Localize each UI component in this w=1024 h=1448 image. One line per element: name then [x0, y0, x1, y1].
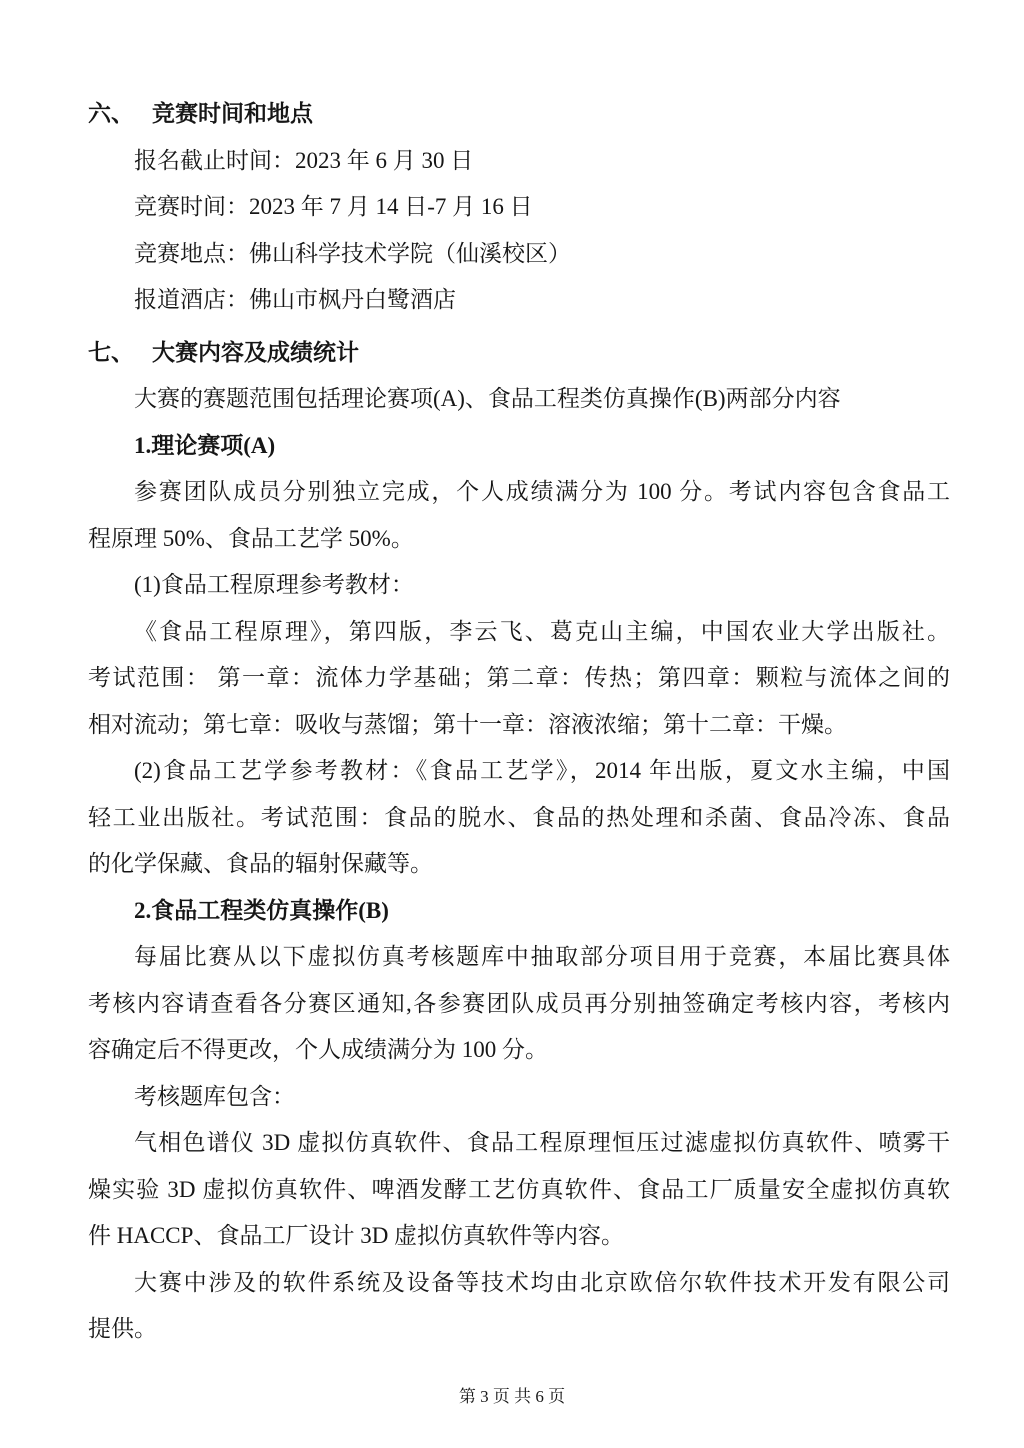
- section-7-number: 七、: [88, 339, 134, 365]
- para-provider-line-1: 大赛中涉及的软件系统及设备等技术均由北京欧倍尔软件技术开发有限公司: [134, 1269, 950, 1295]
- para-ref2-line-3: 的化学保藏、食品的辐射保藏等。: [88, 851, 433, 876]
- para-scope: 大赛的赛题范围包括理论赛项(A)、食品工程类仿真操作(B)两部分内容: [134, 386, 841, 411]
- para-ref2-line-2: 轻工业出版社。考试范围：食品的脱水、食品的热处理和杀菌、食品冷冻、食品: [88, 804, 950, 830]
- section-7-heading: [88, 330, 950, 377]
- line-registration-deadline: 报名截止时间：2023 年 6 月 30 日: [134, 147, 474, 173]
- para-theory-line-1: 参赛团队成员分别独立完成，个人成绩满分为 100 分。考试内容包含食品工: [134, 479, 950, 504]
- para-bank-line-2: 燥实验 3D 虚拟仿真软件、啤酒发酵工艺仿真软件、食品工厂质量安全虚拟仿真软: [88, 1176, 950, 1202]
- subheading-simulation: 2.食品工程类仿真操作(B): [134, 897, 389, 923]
- para-ref1-line-3: 相对流动；第七章：吸收与蒸馏；第十一章：溶液浓缩；第十二章：干燥。: [88, 711, 847, 737]
- para-ref1-line-1: 《食品工程原理》，第四版，李云飞、葛克山主编，中国农业大学出版社。: [134, 618, 950, 644]
- para-ref2-line-1: (2)食品工艺学参考教材：《食品工艺学》，2014 年出版，夏文水主编，中国: [134, 758, 950, 783]
- para-sim-line-2: 考核内容请查看各分赛区通知,各参赛团队成员再分别抽签确定考核内容，考核内: [88, 990, 950, 1016]
- page-number: 第 3 页 共 6 页: [458, 1387, 566, 1406]
- subheading-theory: 1.理论赛项(A): [134, 432, 276, 458]
- para-bank-line-1: 气相色谱仪 3D 虚拟仿真软件、食品工程原理恒压过滤虚拟仿真软件、喷雾干: [134, 1130, 950, 1155]
- para-ref1-line-2: 考试范围： 第一章：流体力学基础；第二章：传热；第四章：颗粒与流体之间的: [88, 665, 950, 690]
- section-7-title: 大赛内容及成绩统计: [152, 339, 359, 365]
- line-competition-venue: 竞赛地点：佛山科学技术学院（仙溪校区）: [134, 240, 571, 266]
- para-bank-line-3: 件 HACCP、食品工厂设计 3D 虚拟仿真软件等内容。: [88, 1223, 625, 1248]
- document-body: [88, 91, 950, 1353]
- line-competition-time: 竞赛时间：2023 年 7 月 14 日-7 月 16 日: [134, 194, 533, 219]
- para-bank-label: 考核题库包含：: [134, 1083, 295, 1109]
- para-provider-line-2: 提供。: [88, 1316, 157, 1341]
- line-hotel: 报道酒店：佛山市枫丹白鹭酒店: [134, 287, 456, 312]
- section-6-heading: [88, 91, 950, 138]
- para-theory-line-2: 程原理 50%、食品工艺学 50%。: [88, 525, 414, 551]
- para-sim-line-1: 每届比赛从以下虚拟仿真考核题库中抽取部分项目用于竞赛，本届比赛具体: [134, 944, 950, 969]
- para-ref1-label: (1)食品工程原理参考教材：: [134, 572, 414, 597]
- para-sim-line-3: 容确定后不得更改，个人成绩满分为 100 分。: [88, 1037, 548, 1062]
- section-6-number: 六、: [88, 101, 134, 126]
- section-6-title: 竞赛时间和地点: [152, 101, 313, 126]
